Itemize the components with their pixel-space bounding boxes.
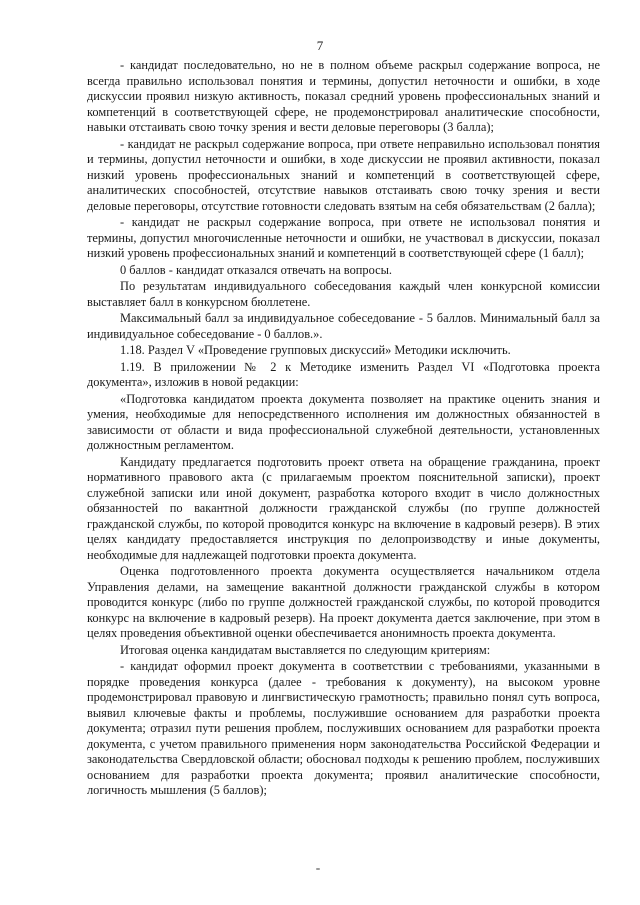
paragraph-final-score-intro: Итоговая оценка кандидатам выставляется по следующим критериям: [120,642,491,657]
paragraph-document-prep-purpose: «Подготовка кандидатом проекта документа позволяет на практике оценить знания и умения, необходимые для непосредственного исполнения им должностных обязанностей в зависимости от области и вида профессиональной служебной деятельности, установленных должностным регламентом. [87,391,600,452]
paragraph-interview-ballot: По результатам индивидуального собеседования каждый член конкурсной комиссии выставляет балл в конкурсном бюллетене. [87,279,600,309]
paragraph-criterion-2-points: - кандидат не раскрыл содержание вопроса, при ответе неправильно использовал понятия и термины, допустил неточности и ошибки, в ходе дискуссии не проявил активности, показал низкий уровень профессиональных знаний и компетенций в соответствующей сфере, аналитических способностей, отсутствие навыков отстаивать свою точку зрения и вести деловые переговоры, отсутствие готовности следовать взятым на себя обязательствам (2 балла); [87,136,600,213]
paragraph-clause-1-18: 1.18. Раздел V «Проведение групповых дискуссий» Методики исключить. [120,343,511,357]
paragraph-document-assessment: Оценка подготовленного проекта документа осуществляется начальником отдела Управления делами, на замещение вакантной должности гражданской службы в котором проводится конкурс (либо по группе должностей гражданской службы, по которой проводится конкурс на включение в кадровый резерв). На проект документа дается заключение, при этом в целях проведения объективной оценки обеспечивается анонимность проекта документа. [87,564,600,640]
paragraph-interview-score-range: Максимальный балл за индивидуальное собеседование - 5 баллов. Минимальный балл за индивидуальное собеседование - 0 баллов.». [87,311,600,341]
page-number: 7 [316,38,324,53]
paragraph-document-prep-task: Кандидату предлагается подготовить проект ответа на обращение гражданина, проект нормативного правового акта (с прилагаемым проектом пояснительной записки), проект служебной записки или иной документ, разработка которого входит в число должностных обязанностей по вакантной должности гражданской службы (по группе должностей гражданской службы, по которой проводится конкурс на включение в кадровый резерв). В этих целях кандидату предоставляется инструкция по делопроизводству и иные документы, необходимые для надлежащей подготовки проекта документа. [87,454,600,562]
document-body [87,58,600,799]
scan-speck [316,868,320,870]
paragraph-criterion-1-point: - кандидат не раскрыл содержание вопроса, при ответе не использовал понятия и термины, допустил многочисленные неточности и ошибки, не участвовал в дискуссии, показал низкий уровень профессиональных знаний и компетенций в соответствующей сфере (1 балл); [87,215,600,260]
paragraph-criterion-3-points: - кандидат последовательно, но не в полном объеме раскрыл содержание вопроса, не всегда правильно использовал понятия и термины, допустил неточности и ошибки, в ходе дискуссии проявил низкую активность, показал средний уровень профессиональных знаний и компетенций в соответствующей сфере, не продемонстрировал аналитические способности, навыки отстаивать свою точку зрения и вести деловые переговоры (3 балла); [87,58,600,134]
paragraph-criterion-0-points: 0 баллов - кандидат отказался отвечать на вопросы. [120,262,393,277]
paragraph-criterion-5-points: - кандидат оформил проект документа в соответствии с требованиями, указанными в порядке проведения конкурса (далее - требования к документу), на высоком уровне продемонстрировал правовую и лингвистическую грамотность; правильно понял суть вопроса, выявил ключевые факты и проблемы, послужившие основанием для разработки проекта документа; отразил пути решения проблем, послуживших основанием для разработки проекта документа, с учетом правильного применения норм законодательства Российской Федерации и законодательства Свердловской области; обосновал подходы к решению проблем, послуживших основанием для разработки проекта документа; проявил аналитические способности, логичность мышления (5 баллов); [87,659,600,797]
paragraph-clause-1-19: 1.19. В приложении № 2 к Методике изменить Раздел VI «Подготовка проекта документа», изложив в новой редакции: [87,359,600,389]
